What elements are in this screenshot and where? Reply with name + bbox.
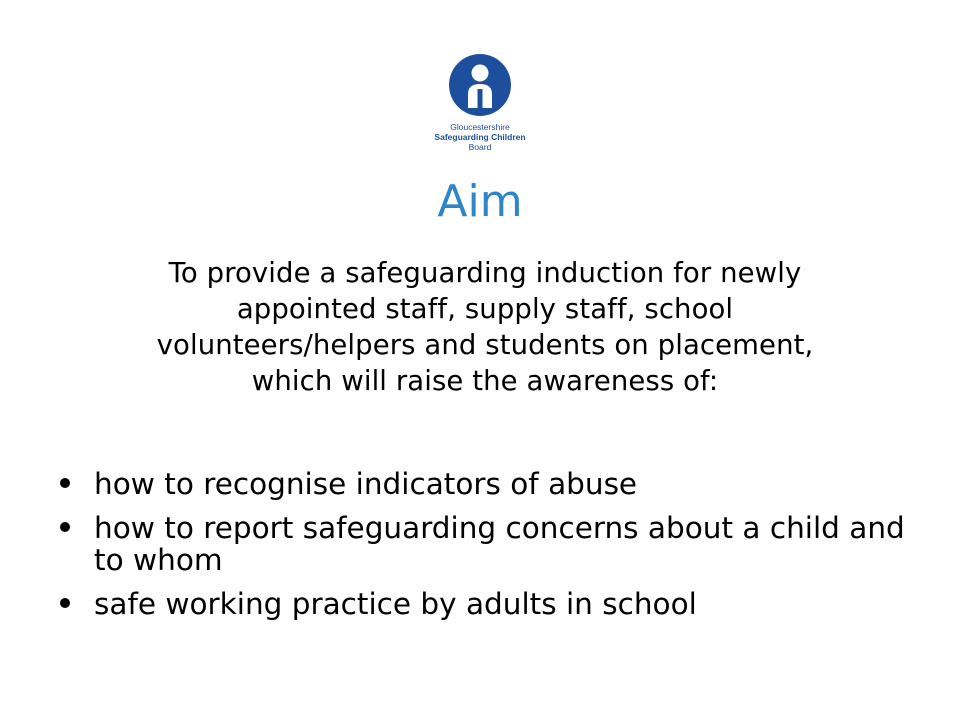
safeguarding-person-icon xyxy=(441,52,519,120)
aim-statement xyxy=(95,255,875,399)
awareness-bullet-list xyxy=(58,468,918,632)
bullet-item xyxy=(58,468,918,500)
logo-line-board: Board xyxy=(468,142,492,152)
board-logo xyxy=(430,52,530,162)
logo-line-safeguarding: Safeguarding Children xyxy=(434,132,526,142)
bullet-text: how to recognise indicators of abuse xyxy=(94,467,638,501)
bullet-dot-icon xyxy=(60,598,70,608)
aim-statement-line: volunteers/helpers and students on placement, xyxy=(156,329,814,361)
bullet-item xyxy=(58,512,918,576)
aim-statement-line: which will raise the awareness of: xyxy=(251,365,719,397)
bullet-dot-icon xyxy=(60,522,70,532)
bullet-text: how to report safeguarding concerns about a child and to whom xyxy=(94,511,905,577)
bullet-dot-icon xyxy=(60,478,70,488)
logo-text xyxy=(430,122,530,152)
bullet-item xyxy=(58,588,918,620)
aim-statement-line: appointed staff, supply staff, school xyxy=(236,293,734,325)
aim-statement-line: To provide a safeguarding induction for newly xyxy=(168,257,802,289)
logo-line-county: Gloucestershire xyxy=(450,122,510,132)
bullet-text: safe working practice by adults in school xyxy=(94,587,697,621)
slide-title: Aim xyxy=(437,176,523,227)
